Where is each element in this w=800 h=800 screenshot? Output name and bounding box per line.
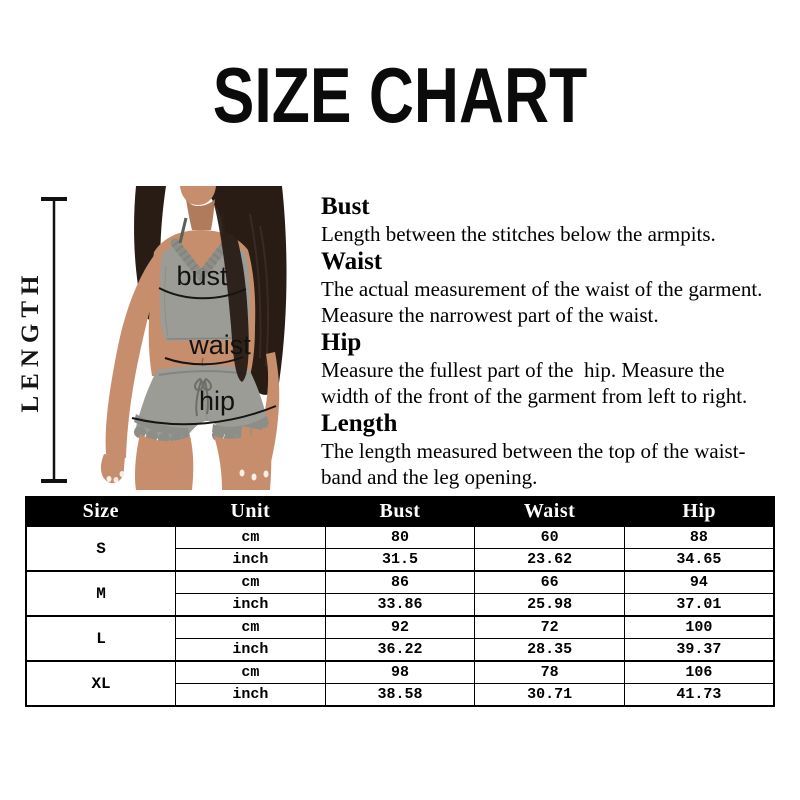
unit-cell: cm <box>176 661 326 684</box>
unit-cell: inch <box>176 684 326 707</box>
hip-cell: 88 <box>624 526 774 549</box>
col-header-unit: Unit <box>176 497 326 526</box>
guide-term: Waist <box>321 247 383 275</box>
guide-desc-line: band and the leg opening. <box>321 465 538 489</box>
table-row <box>26 616 774 639</box>
col-header-waist: Waist <box>475 497 625 526</box>
bust-cell: 33.86 <box>325 594 475 617</box>
guide-desc-line: The actual measurement of the waist of the garment. <box>321 276 763 301</box>
size-cell-l: L <box>26 616 176 661</box>
unit-cell: inch <box>176 549 326 572</box>
table-row <box>26 661 774 684</box>
unit-cell: cm <box>176 616 326 639</box>
guide-desc-line: Length between the stitches below the armpits. <box>321 222 716 246</box>
col-header-bust: Bust <box>325 497 475 526</box>
guide-term: Hip <box>321 328 362 356</box>
bust-cell: 31.5 <box>325 549 475 572</box>
waist-cell: 66 <box>475 571 625 594</box>
bust-cell: 36.22 <box>325 639 475 662</box>
waist-label: waist <box>189 330 251 360</box>
measure-guide <box>321 193 781 491</box>
hip-cell: 106 <box>624 661 774 684</box>
hip-cell: 94 <box>624 571 774 594</box>
bust-cell: 86 <box>325 571 475 594</box>
page-title: SIZE CHART <box>212 51 588 139</box>
hip-cell: 34.65 <box>624 549 774 572</box>
bust-cell: 92 <box>325 616 475 639</box>
guide-desc-line: Measure the fullest part of the hip. Measure the <box>321 357 725 382</box>
hip-label: hip <box>198 386 236 416</box>
waist-cell: 60 <box>475 526 625 549</box>
guide-desc-line: Measure the narrowest part of the waist. <box>321 303 659 327</box>
waist-cell: 28.35 <box>475 639 625 662</box>
table-header-row <box>26 497 774 526</box>
bust-cell: 98 <box>325 661 475 684</box>
size-cell-xl: XL <box>26 661 176 706</box>
length-label: LENGTH <box>17 269 44 413</box>
col-header-hip: Hip <box>624 497 774 526</box>
bust-cell: 38.58 <box>325 684 475 707</box>
hip-cell: 39.37 <box>624 639 774 662</box>
size-table <box>25 496 775 707</box>
guide-term: Bust <box>321 193 370 220</box>
bust-label: bust <box>176 261 228 291</box>
model-photo <box>80 186 320 490</box>
guide-section-length <box>321 410 781 491</box>
guide-section-bust <box>321 193 781 248</box>
guide-desc-line: The length measured between the top of the waist- <box>321 438 746 463</box>
hip-cell: 37.01 <box>624 594 774 617</box>
waist-cell: 25.98 <box>475 594 625 617</box>
col-header-size: Size <box>26 497 176 526</box>
waist-cell: 72 <box>475 616 625 639</box>
guide-term: Length <box>321 409 398 437</box>
size-cell-s: S <box>26 526 176 571</box>
hip-cell: 100 <box>624 616 774 639</box>
unit-cell: inch <box>176 594 326 617</box>
right-hand-graphic <box>238 426 270 481</box>
waist-cell: 23.62 <box>475 549 625 572</box>
waist-cell: 78 <box>475 661 625 684</box>
hip-cell: 41.73 <box>624 684 774 707</box>
guide-section-waist <box>321 248 781 329</box>
guide-desc-line: width of the front of the garment from left to right. <box>321 384 748 408</box>
waist-cell: 30.71 <box>475 684 625 707</box>
bust-cell: 80 <box>325 526 475 549</box>
table-row <box>26 571 774 594</box>
left-hand-graphic <box>101 454 125 483</box>
table-row <box>26 526 774 549</box>
unit-cell: inch <box>176 639 326 662</box>
unit-cell: cm <box>176 571 326 594</box>
size-cell-m: M <box>26 571 176 616</box>
unit-cell: cm <box>176 526 326 549</box>
guide-section-hip <box>321 329 781 410</box>
